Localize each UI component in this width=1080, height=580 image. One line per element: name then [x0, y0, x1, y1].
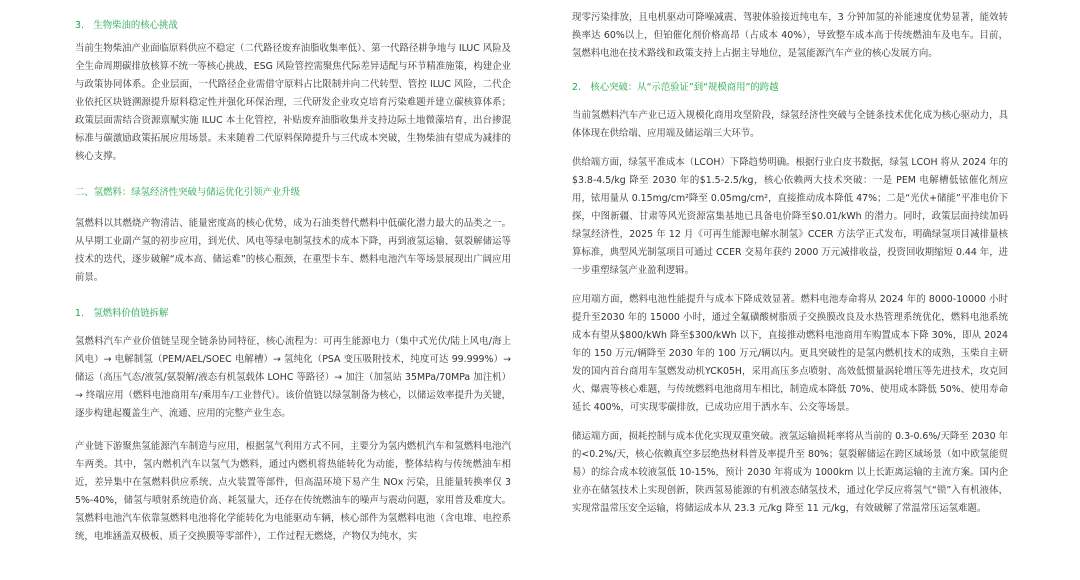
- part-2-intro-paragraph: 氢燃料以其燃烧产物清洁、能量密度高的核心优势，成为石油类替代燃料中低碳化潜力最大的品类之一。从早期工业副产氢的初步应用，到光伏、风电等绿电制氢技术的成本下降，再到液氢运输、氨裂解储运等技术的迭代，逐步破解“成本高、储运难”的核心瓶颈，在重型卡车、燃料电池汽车等场景展现出广阔应用前景。: [75, 218, 511, 283]
- section-1-heading: 1. 氢燃料价值链拆解: [75, 308, 169, 319]
- breakthrough-intro-paragraph: 当前氢燃料汽车产业已迈入规模化商用攻坚阶段，绿氢经济性突破与全链条技术优化成为核心驱动力，具体体现在供给端、应用端及储运端三大环节。: [572, 110, 1008, 139]
- section-2-heading: 2. 核心突破：从“示范验证”到“规模商用”的跨越: [572, 82, 779, 93]
- left-column: [75, 9, 511, 546]
- part-2-heading: 二、氢燃料：绿氢经济性突破与储运优化引领产业升级: [75, 187, 301, 198]
- storage-side-paragraph: 储运端方面，损耗控制与成本优化实现双重突破。液氢运输损耗率将从当前的 0.3-0.6%/天降至 2030 年的<0.2%/天，核心依赖真空多层绝热材料普及率提升至 80%；氨裂解储运在跨区域场景（如中欧氢能贸易）的综合成本较液氢低 10-15%，预计 2030 年将成为 1000km 以上长距离运输的主流方案。国内企业亦在储氢技术上实现创新，陕西氢易能源的有机液态储氢技术，通过化学反应将氢气“锁”入有机液体，实现常温常压安全运输，将储运成本从 23.3 元/kg 降至 11 元/kg，有效破解了常温常压运氢难题。: [572, 431, 1008, 514]
- supply-side-paragraph: 供给端方面，绿氢平准成本（LCOH）下降趋势明确。根据行业白皮书数据，绿氢 LCOH 将从 2024 年的$3.8-4.5/kg 降至 2030 年的$1.5-2.5/kg，核心依赖两大技术突破：一是 PEM 电解槽低铱催化剂应用，铱用量从 0.15mg/cm²降至 0.05mg/cm²，直接推动成本降低 47%；二是“光伏+储能”平准电价下探，中图新疆、甘肃等风光资源富集基地已具备电价降至$0.01/kWh 的潜力。同时，政策层面持续加码绿氢经济性，2025 年 12 月《可再生能源电解水制氢》CCER 方法学正式发布，明确绿氢项目减排量核算标准，典型风光制氢项目可通过 CCER 交易年获约 2000 万元减排收益，投资回收期缩短 0.44 年，进一步重塑绿氢产业盈利逻辑。: [572, 157, 1008, 276]
- section-3-paragraph: 当前生物柴油产业面临原料供应不稳定（二代路径废弃油脂收集率低）、第一代路径耕争地与 ILUC 风险及全生命周期碳排放核算不统一等核心挑战，ESG 风险管控需聚焦代际差异适配与环节精准施策，构建企业与政策协同体系。企业层面，一代路径企业需借守原料占比限制并向二代转型、管控 ILUC 风险，二代企业依托区块链溯源提升原料稳定性并强化环保治理，三代研发企业攻克培育污染难题并建立碳核算体系；政策层面需结合资源禀赋实施 ILUC 本土化管控，补贴废弃油脂收集并支持边际土地微藻培育，出台掺混标准与碳激励政策拓展应用场景。未来随着二代原料保障提升与三代成本突破，生物柴油有望成为减排的核心支撑。: [75, 43, 511, 162]
- application-side-paragraph: 应用端方面，燃料电池性能提升与成本下降成效显著。燃料电池寿命将从 2024 年的 8000-10000 小时提升至2030 年的 15000 小时，通过全氟磺酸树脂质子交换膜改良及水热管理系统优化，燃料电池系统成本有望从$800/kWh 降至$300/kWh 以下，直接推动燃料电池商用车购置成本下降 30%，即从 2024 年的 150 万元/辆降至 2030 年的 100 万元/辆以内。更具突破性的是氢内燃机技术的成熟，玉柴自主研发的国内首台商用车氢燃发动机YCK05H，采用高压多点喷射、高效低惯量涡轮增压等先进技术，攻克回火、爆震等核心难题，与传统燃料电池商用车相比，制造成本降低 70%、使用成本降低 50%、使用寿命延长 400%，可实现零碳排放，已成功应用于洒水车、公交等场景。: [572, 294, 1008, 413]
- section-3-heading: 3. 生物柴油的核心挑战: [75, 20, 178, 31]
- downstream-paragraph: 产业链下游聚焦氢能源汽车制造与应用，根据氢气利用方式不同，主要分为氢内燃机汽车和氢燃料电池汽车两类。其中，氢内燃机汽车以氢气为燃料，通过内燃机将热能转化为动能，整体结构与传统燃油车相近，差异集中在氢燃料供应系统、点火装置等部件，但高温环境下易产生 NOx 污染，且能量转换率仅 35%-40%，储氢与喷射系统造价高、耗氢量大，还存在传统燃油车的噪声与震动问题，家用普及难度大。氢燃料电池汽车依靠氢燃料电池将化学能转化为电能驱动车辆，核心部件为氢燃料电池（含电堆、电控系统，电堆涵盖双极板、质子交换膜等零部件），工作过程无燃烧，产物仅为纯水，实: [75, 441, 511, 542]
- right-column: [572, 9, 1008, 518]
- value-chain-paragraph: 氢燃料汽车产业价值链呈现全链条协同特征，核心流程为：可再生能源电力（集中式光伏/陆上风电/海上风电）→ 电解制氢（PEM/AEL/SOEC 电解槽）→ 氢纯化（PSA 变压吸附技术，纯度可达 99.999%）→储运（高压气态/液氢/氨裂解/液态有机氢载体 LOHC 等路径）→ 加注（加氢站 35MPa/70MPa 加注机）→ 终端应用（燃料电池商用车/乘用车/工业替代）。该价值链以绿氢制备为核心，以储运效率提升为关键，逐步构建起覆盖生产、流通、应用的完整产业生态。: [75, 336, 511, 419]
- continued-paragraph: 现零污染排放，且电机驱动可降噪减震、驾驶体验接近纯电车，3 分钟加氢的补能速度优势显著，能效转换率达 60%以上，但铂催化剂价格高昂（占成本 40%），导致整车成本高于传统燃油车及电车。目前，氢燃料电池在技术路线和政策支持上占据主导地位，是氢能源汽车产业的核心发展方向。: [572, 12, 1008, 59]
